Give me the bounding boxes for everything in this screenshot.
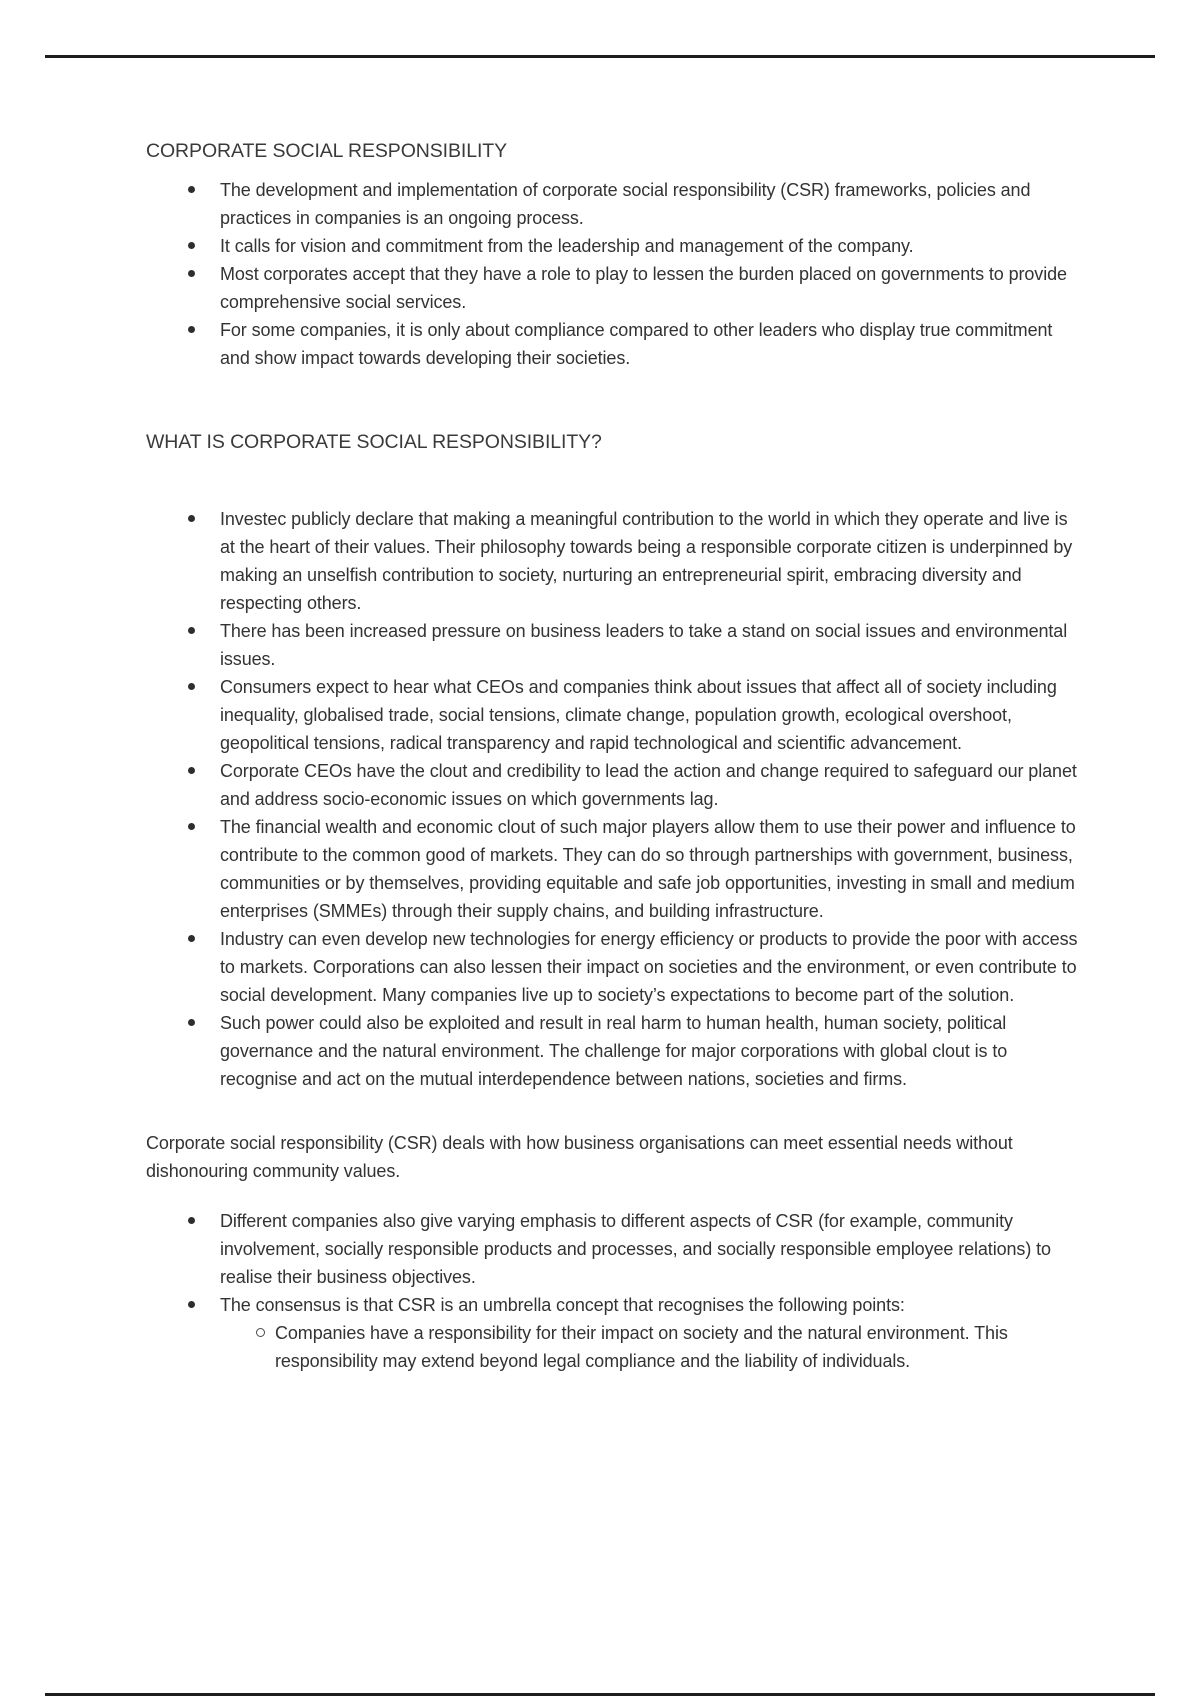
bottom-rule [45,1693,1155,1696]
what-is-bullet-list [146,505,1080,1093]
bullet-item: Such power could also be exploited and result in real harm to human health, human society, political governance and the natural environment. The challenge for major corporations with global clout is to recognise and act on the mutual interdependence between nations, societies and firms. [146,1009,1080,1093]
document-content [146,0,1080,1375]
bullet-item: Different companies also give varying emphasis to different aspects of CSR (for example, community involvement, socially responsible products and processes, and socially responsible employee relations) to realise their business objectives. [146,1207,1080,1291]
bullet-item: Corporate CEOs have the clout and credibility to lead the action and change required to safeguard our planet and address socio-economic issues on which governments lag. [146,757,1080,813]
bullet-item: There has been increased pressure on business leaders to take a stand on social issues and environmental issues. [146,617,1080,673]
section-heading: WHAT IS CORPORATE SOCIAL RESPONSIBILITY? [146,431,602,453]
bullet-item: The consensus is that CSR is an umbrella concept that recognises the following points: [146,1291,1080,1319]
consensus-bullet-list [146,1207,1080,1375]
bullet-item: It calls for vision and commitment from the leadership and management of the company. [146,232,1080,260]
definition-paragraph: Corporate social responsibility (CSR) deals with how business organisations can meet essential needs without dishonouring community values. [146,1133,1013,1181]
bullet-item: The development and implementation of corporate social responsibility (CSR) frameworks, policies and practices in companies is an ongoing process. [146,176,1080,232]
bullet-item: Consumers expect to hear what CEOs and companies think about issues that affect all of society including inequality, globalised trade, social tensions, climate change, population growth, ecological overshoot, geopolitical tensions, radical transparency and rapid technological and scientific advancement. [146,673,1080,757]
bullet-item: For some companies, it is only about compliance compared to other leaders who display true commitment and show impact towards developing their societies. [146,316,1080,372]
document-title: CORPORATE SOCIAL RESPONSIBILITY [146,140,507,162]
intro-bullet-list [146,176,1080,372]
bullet-item: Industry can even develop new technologies for energy efficiency or products to provide the poor with access to markets. Corporations can also lessen their impact on societies and the environment, or even contribute to social development. Many companies live up to society’s expectations to become part of the solution. [146,925,1080,1009]
sub-bullet-item: Companies have a responsibility for their impact on society and the natural environment. This responsibility may extend beyond legal compliance and the liability of individuals. [146,1319,1080,1375]
bullet-item: The financial wealth and economic clout of such major players allow them to use their power and influence to contribute to the common good of markets. They can do so through partnerships with government, business, communities or by themselves, providing equitable and safe job opportunities, investing in small and medium enterprises (SMMEs) through their supply chains, and building infrastructure. [146,813,1080,925]
bullet-item: Most corporates accept that they have a role to play to lessen the burden placed on governments to provide comprehensive social services. [146,260,1080,316]
bullet-item: Investec publicly declare that making a meaningful contribution to the world in which they operate and live is at the heart of their values. Their philosophy towards being a responsible corporate citizen is underpinned by making an unselfish contribution to society, nurturing an entrepreneurial spirit, embracing diversity and respecting others. [146,505,1080,617]
